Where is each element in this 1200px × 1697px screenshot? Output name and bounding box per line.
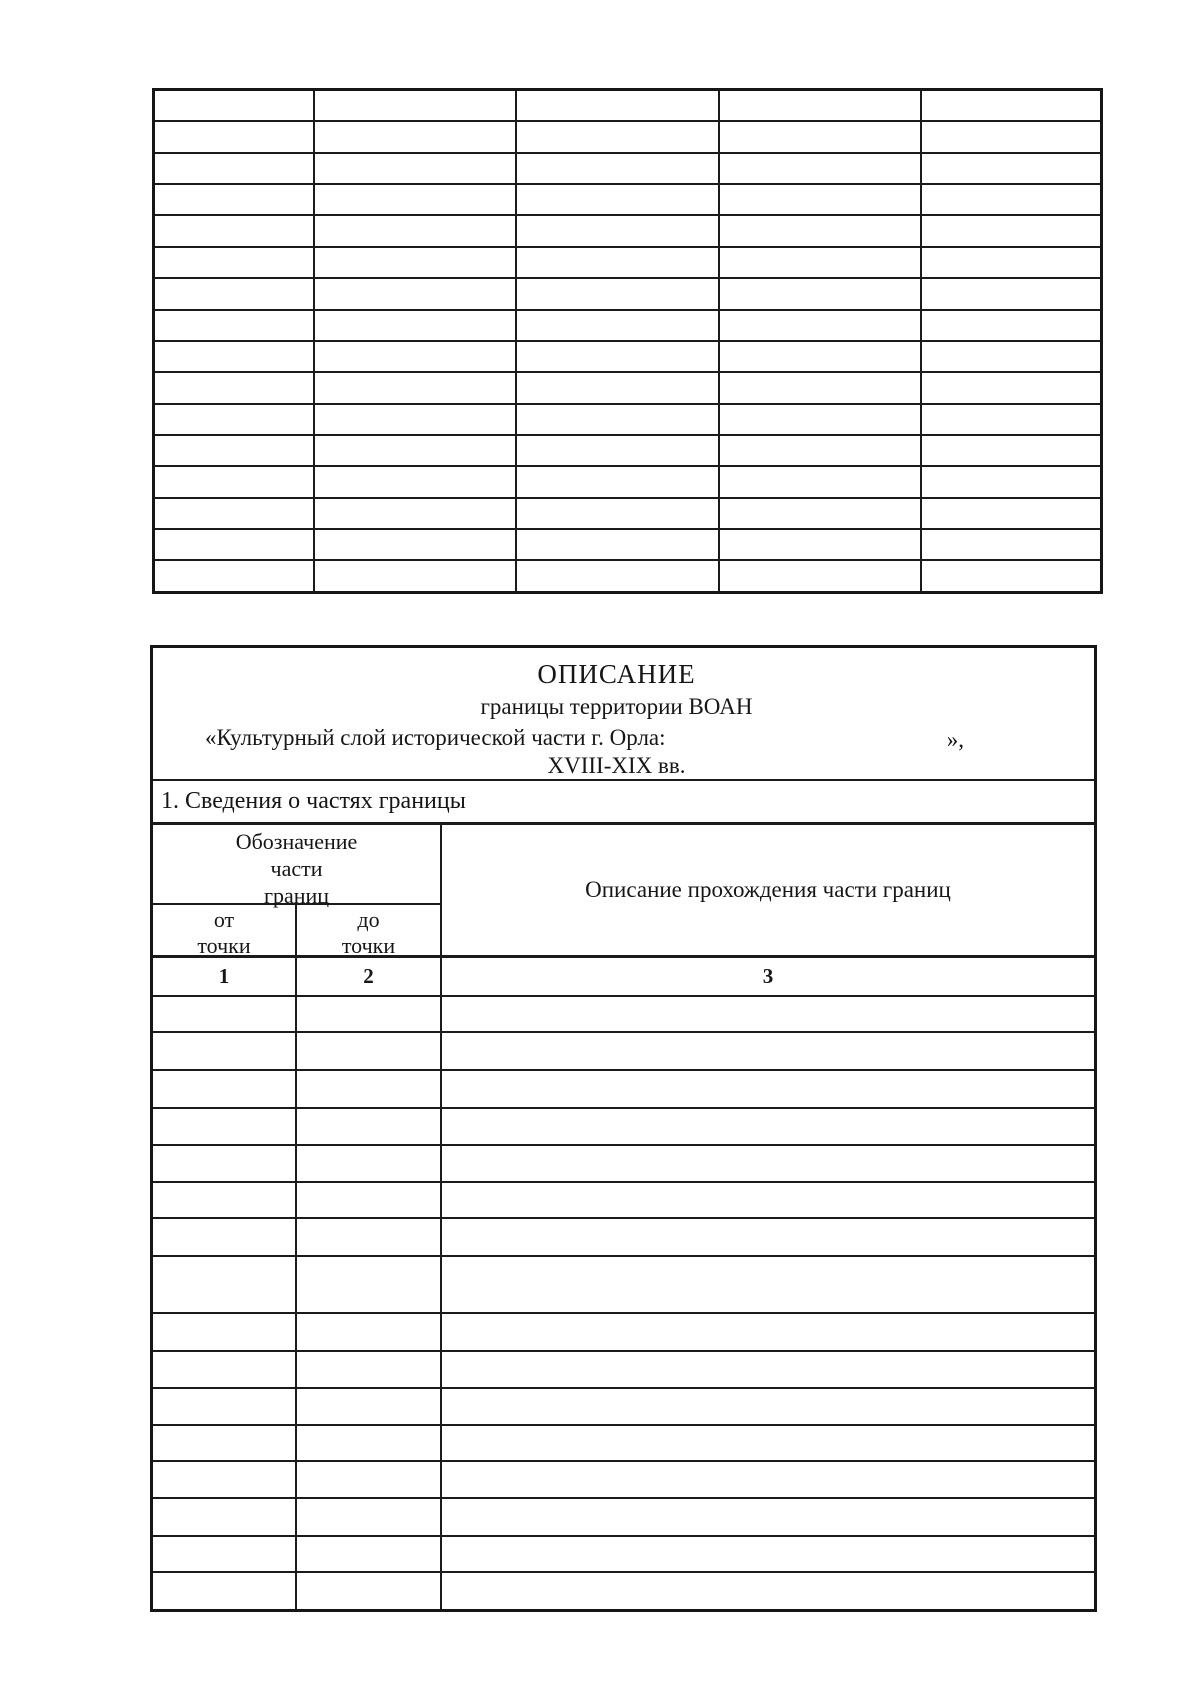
grid-cell xyxy=(154,153,314,184)
cell-from-point xyxy=(153,997,297,1031)
cell-to-point xyxy=(297,1071,442,1107)
grid-cell xyxy=(719,121,921,152)
grid-cell xyxy=(154,90,314,122)
cell-description xyxy=(442,1146,1094,1181)
grid-cell xyxy=(154,529,314,560)
grid-cell xyxy=(314,404,516,435)
grid-cell xyxy=(314,529,516,560)
cell-from-point xyxy=(153,1314,297,1350)
grid-row xyxy=(154,435,1102,466)
grid-row xyxy=(154,90,1102,122)
grid-cell xyxy=(516,435,719,466)
cell-from-point xyxy=(153,1537,297,1571)
grid-cell xyxy=(314,278,516,309)
continuation-grid-table xyxy=(152,88,1103,594)
cell-from-point xyxy=(153,1146,297,1181)
table-row xyxy=(153,1573,1094,1609)
grid-cell xyxy=(921,404,1102,435)
to-label-line-2: точки xyxy=(341,933,396,958)
grid-cell xyxy=(719,404,921,435)
grid-cell xyxy=(154,121,314,152)
cell-to-point xyxy=(297,1257,442,1312)
cell-from-point xyxy=(153,1257,297,1312)
continuation-grid-body xyxy=(154,90,1102,593)
cell-to-point xyxy=(297,1389,442,1424)
grid-cell xyxy=(516,341,719,372)
grid-cell xyxy=(921,310,1102,341)
cell-to-point xyxy=(297,1219,442,1255)
grid-cell xyxy=(154,498,314,529)
grid-cell xyxy=(921,435,1102,466)
grid-cell xyxy=(314,310,516,341)
column-number-3: 3 xyxy=(442,958,1094,997)
grid-cell xyxy=(314,90,516,122)
cell-description xyxy=(442,1537,1094,1571)
table-row xyxy=(153,1499,1094,1537)
cell-to-point xyxy=(297,1462,442,1497)
grid-cell xyxy=(314,498,516,529)
designation-line-1: Обозначение xyxy=(235,829,358,854)
grid-cell xyxy=(154,278,314,309)
grid-cell xyxy=(516,529,719,560)
table-row xyxy=(153,1352,1094,1389)
cell-description xyxy=(442,1071,1094,1107)
grid-cell xyxy=(154,310,314,341)
cell-to-point xyxy=(297,997,442,1031)
cell-from-point xyxy=(153,1462,297,1497)
cell-to-point xyxy=(297,1109,442,1144)
grid-cell xyxy=(719,278,921,309)
cell-from-point xyxy=(153,1033,297,1069)
cell-from-point xyxy=(153,1426,297,1460)
from-label-line-1: от xyxy=(213,907,235,932)
grid-cell xyxy=(314,466,516,497)
cell-description xyxy=(442,1573,1094,1609)
grid-cell xyxy=(719,310,921,341)
grid-cell xyxy=(154,435,314,466)
grid-cell xyxy=(314,184,516,215)
grid-cell xyxy=(154,247,314,278)
grid-cell xyxy=(719,466,921,497)
table-row xyxy=(153,1426,1094,1462)
table-row xyxy=(153,1071,1094,1109)
description-header-cell xyxy=(442,825,1094,958)
cell-from-point xyxy=(153,1389,297,1424)
grid-cell xyxy=(921,121,1102,152)
cell-from-point xyxy=(153,1499,297,1535)
grid-cell xyxy=(719,247,921,278)
grid-cell xyxy=(516,90,719,122)
grid-cell xyxy=(921,529,1102,560)
cell-description xyxy=(442,1352,1094,1387)
grid-row xyxy=(154,247,1102,278)
cell-from-point xyxy=(153,1352,297,1387)
table-row xyxy=(153,1257,1094,1314)
grid-cell xyxy=(154,184,314,215)
grid-cell xyxy=(921,247,1102,278)
subtitle-line-3: XVIII-XIX вв. xyxy=(547,753,686,778)
cell-description xyxy=(442,1033,1094,1069)
grid-row xyxy=(154,215,1102,246)
grid-cell xyxy=(516,372,719,403)
grid-cell xyxy=(314,372,516,403)
grid-cell xyxy=(719,341,921,372)
grid-cell xyxy=(719,90,921,122)
subtitle-line-2-text: «Культурный слой исторической части г. Орла: xyxy=(205,725,666,750)
grid-cell xyxy=(719,560,921,592)
table-row xyxy=(153,1462,1094,1499)
cell-from-point xyxy=(153,1183,297,1217)
grid-row xyxy=(154,560,1102,592)
cell-description xyxy=(442,1257,1094,1312)
grid-cell xyxy=(719,153,921,184)
designation-header-cell xyxy=(153,825,442,908)
grid-cell xyxy=(516,121,719,152)
grid-cell xyxy=(516,310,719,341)
description-table xyxy=(150,645,1097,1612)
title-block xyxy=(153,648,1094,781)
grid-cell xyxy=(154,341,314,372)
cell-to-point xyxy=(297,1314,442,1350)
cell-from-point xyxy=(153,1109,297,1144)
grid-cell xyxy=(719,529,921,560)
table-row xyxy=(153,1109,1094,1146)
cell-to-point xyxy=(297,1183,442,1217)
cell-to-point xyxy=(297,1573,442,1609)
grid-cell xyxy=(154,466,314,497)
grid-row xyxy=(154,278,1102,309)
grid-cell xyxy=(154,404,314,435)
grid-cell xyxy=(921,153,1102,184)
closing-quote: », xyxy=(946,727,964,752)
grid-cell xyxy=(314,215,516,246)
table-row xyxy=(153,1146,1094,1183)
grid-cell xyxy=(516,184,719,215)
grid-cell xyxy=(154,560,314,592)
grid-row xyxy=(154,529,1102,560)
grid-cell xyxy=(516,278,719,309)
cell-description xyxy=(442,1314,1094,1350)
grid-cell xyxy=(921,90,1102,122)
cell-description xyxy=(442,1499,1094,1535)
grid-row xyxy=(154,341,1102,372)
cell-to-point xyxy=(297,1352,442,1387)
grid-cell xyxy=(921,498,1102,529)
cell-description xyxy=(442,1219,1094,1255)
grid-cell xyxy=(314,341,516,372)
grid-cell xyxy=(719,215,921,246)
grid-cell xyxy=(921,372,1102,403)
table-row xyxy=(153,1219,1094,1257)
cell-description xyxy=(442,1389,1094,1424)
description-title: ОПИСАНИЕ xyxy=(537,659,696,689)
grid-cell xyxy=(314,121,516,152)
grid-row xyxy=(154,121,1102,152)
grid-cell xyxy=(921,184,1102,215)
cell-to-point xyxy=(297,1146,442,1181)
grid-cell xyxy=(719,372,921,403)
boundary-table-header xyxy=(153,825,1094,997)
table-row xyxy=(153,1183,1094,1219)
designation-line-2: части xyxy=(270,856,323,881)
grid-cell xyxy=(921,560,1102,592)
cell-to-point xyxy=(297,1499,442,1535)
grid-cell xyxy=(921,341,1102,372)
grid-cell xyxy=(516,560,719,592)
grid-cell xyxy=(516,404,719,435)
table-row xyxy=(153,1314,1094,1352)
grid-cell xyxy=(516,153,719,184)
cell-description xyxy=(442,1426,1094,1460)
cell-to-point xyxy=(297,1033,442,1069)
grid-cell xyxy=(921,466,1102,497)
grid-row xyxy=(154,153,1102,184)
grid-cell xyxy=(719,498,921,529)
cell-description xyxy=(442,997,1094,1031)
subtitle-line-2 xyxy=(153,724,1094,752)
cell-to-point xyxy=(297,1426,442,1460)
grid-cell xyxy=(921,278,1102,309)
grid-row xyxy=(154,372,1102,403)
section-heading: 1. Сведения о частях границы xyxy=(153,781,1094,825)
cell-from-point xyxy=(153,1573,297,1609)
cell-description xyxy=(442,1183,1094,1217)
grid-row xyxy=(154,466,1102,497)
cell-description xyxy=(442,1462,1094,1497)
grid-row xyxy=(154,498,1102,529)
grid-cell xyxy=(719,435,921,466)
grid-row xyxy=(154,310,1102,341)
cell-from-point xyxy=(153,1071,297,1107)
grid-row xyxy=(154,404,1102,435)
boundary-table-body xyxy=(153,997,1094,1609)
grid-cell xyxy=(516,215,719,246)
cell-to-point xyxy=(297,1537,442,1571)
grid-cell xyxy=(314,247,516,278)
subtitle-line-1: границы территории ВОАН xyxy=(480,694,753,719)
cell-description xyxy=(442,1109,1094,1144)
grid-cell xyxy=(314,560,516,592)
column-number-2: 2 xyxy=(297,958,442,997)
grid-row xyxy=(154,184,1102,215)
table-row xyxy=(153,1537,1094,1573)
grid-cell xyxy=(154,372,314,403)
grid-cell xyxy=(314,435,516,466)
grid-cell xyxy=(719,184,921,215)
grid-cell xyxy=(154,215,314,246)
designation-line-3: границ xyxy=(263,883,330,908)
description-header-label: Описание прохождения части границ xyxy=(585,877,951,902)
table-row xyxy=(153,997,1094,1033)
grid-cell xyxy=(516,498,719,529)
from-point-header-cell xyxy=(153,905,297,958)
grid-cell xyxy=(516,247,719,278)
to-point-header-cell xyxy=(297,905,442,958)
grid-cell xyxy=(314,153,516,184)
column-number-1: 1 xyxy=(153,958,297,997)
table-row xyxy=(153,1033,1094,1071)
cell-from-point xyxy=(153,1219,297,1255)
from-label-line-2: точки xyxy=(197,933,251,958)
grid-cell xyxy=(921,215,1102,246)
to-label-line-1: до xyxy=(357,907,380,932)
table-row xyxy=(153,1389,1094,1426)
grid-cell xyxy=(516,466,719,497)
